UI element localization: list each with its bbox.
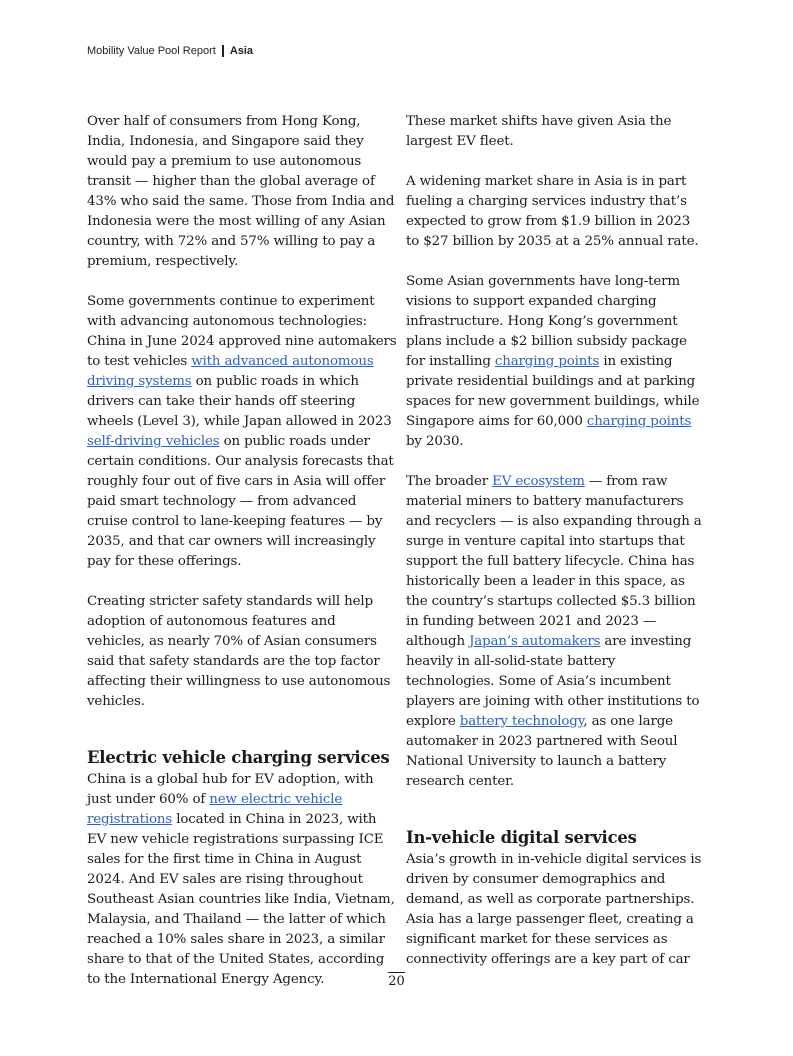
text-run: Some governments continue to experiment with advancing autonomous technologies: China in June 2024 approved nine automakers to test vehicles xyxy=(87,294,397,369)
text-run: The broader xyxy=(406,474,493,489)
japans-automakers-link[interactable]: Japan’s automakers xyxy=(469,634,601,649)
page-number xyxy=(0,972,793,989)
text-run: on public roads in which drivers can take their hands off steering wheels (Level 3), while Japan allowed in 2023 xyxy=(87,374,392,429)
paragraph: Creating stricter safety standards will help adoption of autonomous features and vehicles, as nearly 70% of Asian consumers said that safety standards are the top factor affecting their willingness to use autonomous vehicles. xyxy=(87,594,391,709)
section-heading: In-vehicle digital services xyxy=(406,828,637,847)
left-column xyxy=(87,112,397,1010)
section-name: Asia xyxy=(229,45,254,57)
text-run: , as one large automaker in 2023 partnered with Seoul National University to launch a battery research center. xyxy=(406,714,678,789)
section-heading: Electric vehicle charging services xyxy=(87,748,390,767)
report-title: Mobility Value Pool Report xyxy=(87,45,216,57)
paragraph: Over half of consumers from Hong Kong, India, Indonesia, and Singapore said they would pay a premium to use autonomous transit — higher than the global average of 43% who said the same. Those from India and Indonesia were the most willing of any Asian country, with 72% and 57% willing to pay a premium, respectively. xyxy=(87,114,395,269)
text-run: China is a global hub for EV adoption, with just under 60% of xyxy=(87,772,374,807)
text-run: Some Asian governments have long-term visions to support expanded charging infrastructure. Hong Kong’s government plans include a $2 billion subsidy package for installing xyxy=(406,274,687,369)
paragraph: Asia’s growth in in-vehicle digital services is driven by consumer demographics and demand, as well as corporate partnerships. Asia has a large passenger fleet, creating a significant market for these services as connectivity offerings are a key part of car xyxy=(406,852,702,967)
charging-points-link[interactable]: charging points xyxy=(586,414,692,429)
paragraph xyxy=(87,770,397,990)
ev-registrations-link[interactable]: new electric vehicle registrations xyxy=(87,792,343,827)
header-separator xyxy=(222,45,224,57)
text-run: on public roads under certain conditions. Our analysis forecasts that roughly four out of five cars in Asia will offer paid smart technology — from advanced cruise control to lane-keeping features — by 2035, and that car owners will increasingly pay for these offerings. xyxy=(87,434,394,569)
running-header xyxy=(87,45,253,57)
battery-technology-link[interactable]: battery technology xyxy=(459,714,584,729)
text-run: in existing private residential buildings and at parking spaces for new government buildings, while Singapore aims for 60,000 xyxy=(406,354,700,429)
text-run: located in China in 2023, with EV new vehicle registrations surpassing ICE sales for the first time in China in August 2024. And EV sales are rising throughout Southeast Asian countries like India, Vietnam, Malaysia, and Thailand — the latter of which reached a 10% sales share in 2023, a similar share to that of the United States, according to the International Energy Agency. xyxy=(87,812,395,987)
paragraph xyxy=(406,272,706,452)
text-run: — from raw material miners to battery manufacturers and recyclers — is also expanding through a surge in venture capital into startups that support the full battery lifecycle. China has historically been a leader in this space, as the country’s startups collected $5.3 billion in funding between 2021 and 2023 — although xyxy=(406,474,702,649)
self-driving-vehicles-link[interactable]: self-driving vehicles xyxy=(87,434,220,449)
paragraph xyxy=(406,472,706,792)
text-run: by 2030. xyxy=(406,434,464,449)
ev-ecosystem-link[interactable]: EV ecosystem xyxy=(492,474,585,489)
text-run: are investing heavily in all-solid-state battery technologies. Some of Asia’s incumbent players are joining with other institutions to explore xyxy=(406,634,700,729)
paragraph: These market shifts have given Asia the largest EV fleet. xyxy=(406,114,672,149)
page-number-value: 20 xyxy=(388,974,405,989)
paragraph: A widening market share in Asia is in part fueling a charging services industry that’s expected to grow from $1.9 billion in 2023 to $27 billion by 2035 at a 25% annual rate. xyxy=(406,174,699,249)
paragraph xyxy=(87,292,397,572)
autonomous-driving-link[interactable]: with advanced autonomous driving systems xyxy=(87,354,374,389)
charging-points-link[interactable]: charging points xyxy=(494,354,600,369)
right-column xyxy=(406,112,706,990)
